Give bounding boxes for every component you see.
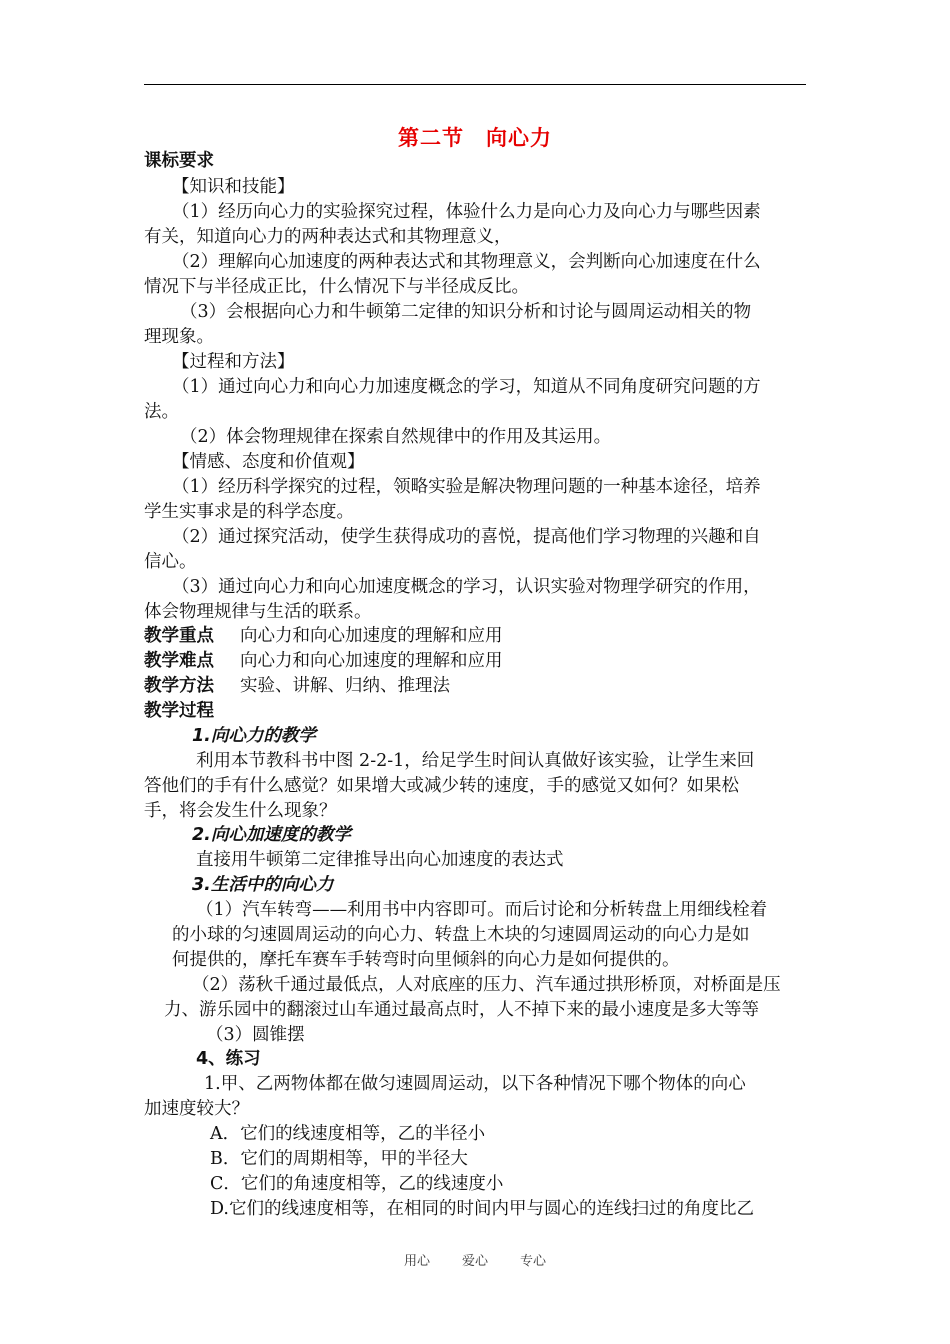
- paragraph-line: （1）汽车转弯——利用书中内容即可。而后讨论和分析转盘上用细线栓着: [196, 900, 768, 920]
- paragraph-line: （1）通过向心力和向心力加速度概念的学习，知道从不同角度研究问题的方: [172, 377, 761, 397]
- subsection-title: 2.向心加速度的教学: [192, 825, 351, 845]
- paragraph-line: 有关，知道向心力的两种表达式和其物理意义，: [144, 227, 512, 247]
- option-a: A．它们的线速度相等，乙的半径小: [210, 1124, 486, 1144]
- option-c: C．它们的角速度相等，乙的线速度小: [210, 1174, 504, 1194]
- paragraph-line: （3）会根据向心力和牛顿第二定律的知识分析和讨论与圆周运动相关的物: [180, 302, 752, 322]
- method-text: 实验、讲解、归纳、推理法: [240, 676, 450, 696]
- process-title: 教学过程: [144, 701, 214, 721]
- paragraph-line: 何提供的，摩托车赛车手转弯时向里倾斜的向心力是如何提供的。: [172, 950, 680, 970]
- subheading-emotion: 【情感、态度和价值观】: [172, 452, 365, 472]
- paragraph-line: （2）通过探究活动，使学生获得成功的喜悦，提高他们学习物理的兴趣和自: [172, 527, 761, 547]
- difficulty-row: [144, 649, 503, 673]
- page-title: 第二节 向心力: [398, 126, 552, 150]
- option-d: D.它们的线速度相等，在相同的时间内甲与圆心的连线扫过的角度比乙: [210, 1199, 754, 1219]
- footer-text: 爱心: [461, 1254, 488, 1269]
- footer-text: 专心: [520, 1254, 547, 1269]
- paragraph-line: 学生实事求是的科学态度。: [144, 502, 354, 522]
- paragraph-line: （1）经历科学探究的过程，领略实验是解决物理问题的一种基本途径，培养: [172, 477, 761, 497]
- paragraph-line: 法。: [144, 402, 179, 422]
- paragraph-line: （3）通过向心力和向心加速度概念的学习，认识实验对物理学研究的作用，: [172, 577, 761, 597]
- question-line: 1.甲、乙两物体都在做匀速圆周运动，以下各种情况下哪个物体的向心: [204, 1074, 746, 1094]
- page-footer: [0, 1250, 950, 1269]
- paragraph-line: （3）圆锥摆: [206, 1025, 305, 1045]
- paragraph-line: 理现象。: [144, 327, 214, 347]
- paragraph-line: （2）体会物理规律在探索自然规律中的作用及其运用。: [180, 427, 612, 447]
- focus-text: 向心力和向心加速度的理解和应用: [240, 626, 503, 646]
- subsection-title: 1.向心力的教学: [192, 726, 316, 746]
- paragraph-line: 信心。: [144, 552, 197, 572]
- paragraph-line: 情况下与半径成正比，什么情况下与半径成反比。: [144, 277, 529, 297]
- paragraph-line: 的小球的匀速圆周运动的向心力、转盘上木块的匀速圆周运动的向心力是如: [172, 925, 750, 945]
- section-heading: 课标要求: [144, 151, 214, 171]
- subsection-title: 4、练习: [196, 1049, 261, 1069]
- method-row: [144, 674, 450, 698]
- subsection-title: 3.生活中的向心力: [192, 875, 334, 895]
- subheading-knowledge: 【知识和技能】: [172, 177, 295, 197]
- paragraph-line: （1）经历向心力的实验探究过程，体验什么力是向心力及向心力与哪些因素: [172, 202, 761, 222]
- paragraph-line: 答他们的手有什么感觉？如果增大或减少转的速度，手的感觉又如何？如果松: [144, 776, 739, 796]
- difficulty-label: 教学难点: [144, 651, 214, 671]
- difficulty-text: 向心力和向心加速度的理解和应用: [240, 651, 503, 671]
- paragraph-line: 体会物理规律与生活的联系。: [144, 602, 372, 622]
- header-rule: [144, 84, 806, 85]
- subheading-process: 【过程和方法】: [172, 352, 295, 372]
- paragraph-line: 力、游乐园中的翻滚过山车通过最高点时，人不掉下来的最小速度是多大等等: [164, 1000, 759, 1020]
- paragraph-line: 直接用牛顿第二定律推导出向心加速度的表达式: [196, 850, 564, 870]
- focus-row: [144, 624, 503, 648]
- footer-text: 用心: [403, 1254, 430, 1269]
- question-line: 加速度较大？: [144, 1099, 249, 1119]
- paragraph-line: （2）理解向心加速度的两种表达式和其物理意义，会判断向心加速度在什么: [172, 252, 761, 272]
- paragraph-line: （2）荡秋千通过最低点，人对底座的压力、汽车通过拱形桥顶，对桥面是压: [192, 975, 781, 995]
- paragraph-line: 利用本节教科书中图 2-2-1，给足学生时间认真做好该实验，让学生来回: [196, 751, 755, 771]
- method-label: 教学方法: [144, 676, 214, 696]
- focus-label: 教学重点: [144, 626, 214, 646]
- paragraph-line: 手，将会发生什么现象？: [144, 801, 337, 821]
- option-b: B．它们的周期相等，甲的半径大: [210, 1149, 468, 1169]
